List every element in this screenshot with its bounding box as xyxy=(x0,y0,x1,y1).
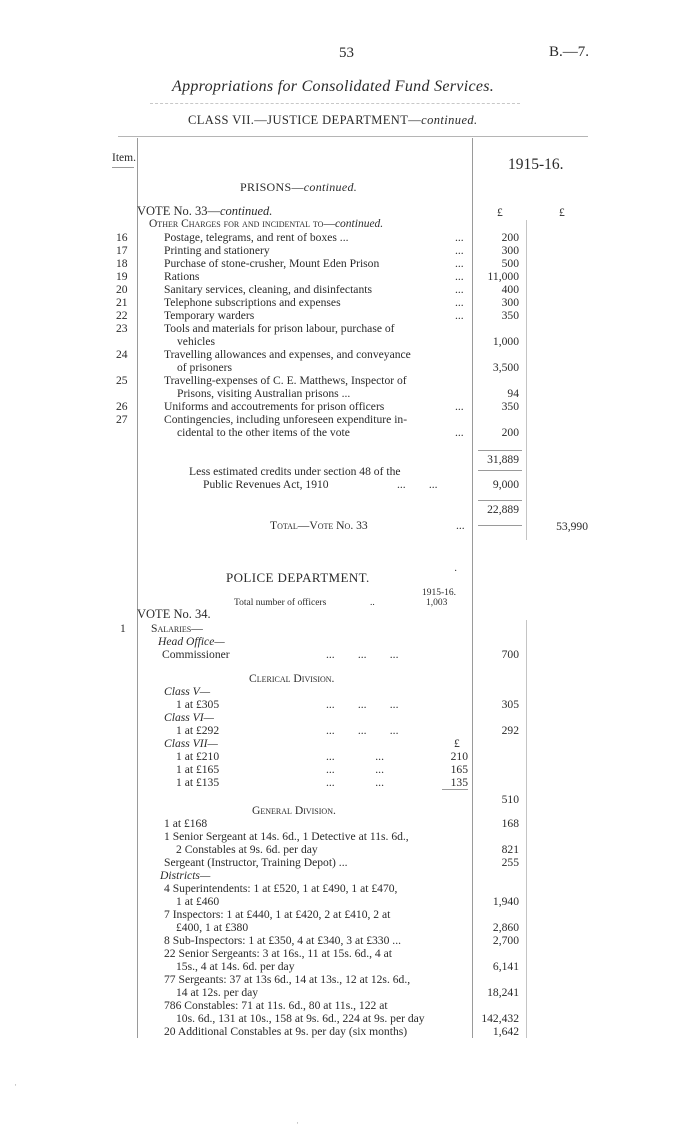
district-row-amount: 18,241 xyxy=(487,986,519,999)
officers-year: 1915-16. xyxy=(422,588,457,598)
prison-item-number: 23 xyxy=(116,322,128,335)
class-vi-dots: ... ... ... xyxy=(326,724,399,737)
vote-33-total-label: Total—Vote No. 33 xyxy=(270,519,368,532)
prison-item-amount: 400 xyxy=(501,283,519,296)
class-vi-line: 1 at £292 xyxy=(176,724,220,737)
class-vi-amount: 292 xyxy=(501,724,519,737)
class-vii-row-label: 1 at £135 xyxy=(176,776,220,789)
class-v-dots: ... ... ... xyxy=(326,698,399,711)
general-row-description: 1 at £168 xyxy=(164,817,208,830)
prison-item-description: Contingencies, including unforeseen expenditure in- xyxy=(164,413,408,426)
class-heading-continued: continued. xyxy=(421,113,478,127)
class-v-line: 1 at £305 xyxy=(176,698,220,711)
class-heading xyxy=(188,113,478,128)
prison-item-number: 22 xyxy=(116,309,128,322)
district-row-amount: 1,642 xyxy=(492,1025,519,1038)
prison-item-amount: 200 xyxy=(501,426,519,439)
officers-count: 1,003 xyxy=(426,598,448,608)
vote-34-heading: VOTE No. 34. xyxy=(137,607,211,621)
class-vii-row-dots: ... ... xyxy=(326,750,384,763)
general-row-amount: 168 xyxy=(501,817,519,830)
prison-item-dots: ... xyxy=(455,244,464,257)
class-vii-total: 510 xyxy=(501,793,519,806)
class-vii-row-amount: 210 xyxy=(450,750,468,763)
prison-item-number: 21 xyxy=(116,296,128,309)
less-credits-line-1: Less estimated credits under section 48 of the xyxy=(189,465,401,478)
prisons-net-amount: 22,889 xyxy=(487,503,519,516)
class-v-amount: 305 xyxy=(501,698,519,711)
page-title: Appropriations for Consolidated Fund Services. xyxy=(172,78,495,95)
prison-item-number: 18 xyxy=(116,257,128,270)
commissioner-amount: 700 xyxy=(501,648,519,661)
prison-item-description: Printing and stationery xyxy=(164,244,270,257)
prison-item-description: Telephone subscriptions and expenses xyxy=(164,296,341,309)
district-row-amount: 142,432 xyxy=(481,1012,519,1025)
districts-heading: Districts— xyxy=(160,869,211,882)
class-vii-row-label: 1 at £210 xyxy=(176,750,220,763)
item-number-1: 1 xyxy=(120,622,126,635)
prison-item-amount: 200 xyxy=(501,231,519,244)
prison-item-description: vehicles xyxy=(177,335,215,348)
district-row-description: 22 Senior Sergeants: 3 at 16s., 11 at 15s. 6d., 4 at xyxy=(164,947,392,960)
prison-item-description: Purchase of stone-crusher, Mount Eden Prison xyxy=(164,257,380,270)
prison-item-amount: 11,000 xyxy=(487,270,519,283)
less-credits-line-2: Public Revenues Act, 1910 xyxy=(203,478,329,491)
margin-mark: · xyxy=(14,1080,17,1090)
footer-mark: · xyxy=(296,1118,299,1128)
officers-dots: .. xyxy=(370,598,375,608)
prison-item-amount: 300 xyxy=(501,296,519,309)
class-vii-row-amount: 165 xyxy=(450,763,468,776)
prison-item-amount: 350 xyxy=(501,309,519,322)
district-row-description: 15s., 4 at 14s. 6d. per day xyxy=(176,960,295,973)
district-row-amount: 1,940 xyxy=(492,895,519,908)
class-vii-pound: £ xyxy=(454,737,460,750)
prison-item-number: 20 xyxy=(116,283,128,296)
vote-33-total-amount: 53,990 xyxy=(556,520,588,533)
prison-item-dots: ... xyxy=(455,296,464,309)
prisons-subtotal: 31,889 xyxy=(487,453,519,466)
police-heading: POLICE DEPARTMENT. xyxy=(226,570,370,585)
prison-item-dots: ... xyxy=(455,283,464,296)
prison-item-description: of prisoners xyxy=(177,361,233,374)
less-credits-amount: 9,000 xyxy=(492,478,519,491)
district-row-description: 7 Inspectors: 1 at £440, 1 at £420, 2 at £410, 2 at xyxy=(164,908,391,921)
district-row-description: 10s. 6d., 131 at 10s., 158 at 9s. 6d., 224 at 9s. per day xyxy=(176,1012,425,1025)
district-row-amount: 2,700 xyxy=(492,934,519,947)
prison-item-dots: ... xyxy=(455,270,464,283)
prison-item-dots: ... xyxy=(455,257,464,270)
document-reference: B.—7. xyxy=(549,44,590,60)
page-number: 53 xyxy=(339,45,354,61)
class-vi-label: Class VI— xyxy=(164,711,214,724)
prison-item-dots: ... xyxy=(455,426,464,439)
officers-label: Total number of officers xyxy=(234,598,327,608)
salaries-heading: Salaries— xyxy=(151,622,203,635)
prison-item-number: 25 xyxy=(116,374,128,387)
prison-item-dots: ... xyxy=(455,231,464,244)
prison-item-amount: 500 xyxy=(501,257,519,270)
prison-item-amount: 350 xyxy=(501,400,519,413)
prison-item-number: 26 xyxy=(116,400,128,413)
district-row-description: 77 Sergeants: 37 at 13s 6d., 14 at 13s., 12 at 12s. 6d., xyxy=(164,973,411,986)
commissioner-label: Commissioner xyxy=(162,648,230,661)
district-row-description: 4 Superintendents: 1 at £520, 1 at £490, 1 at £470, xyxy=(164,882,398,895)
district-row-amount: 2,860 xyxy=(492,921,519,934)
police-marker: · xyxy=(454,566,458,577)
pound-sign-2: £ xyxy=(559,206,565,219)
prison-item-description: Rations xyxy=(164,270,200,283)
prisons-heading: PRISONS—continued. xyxy=(240,180,358,194)
prison-item-number: 16 xyxy=(116,231,128,244)
other-charges-heading: Other Charges for and incidental to—continued. xyxy=(149,218,384,230)
prison-item-dots: ... xyxy=(455,400,464,413)
head-office-heading: Head Office— xyxy=(158,635,225,648)
prison-item-number: 17 xyxy=(116,244,128,257)
year-column-label: 1915-16. xyxy=(508,156,564,173)
prison-item-number: 27 xyxy=(116,413,128,426)
class-vii-row-amount: 135 xyxy=(450,776,468,789)
prison-item-description: Prisons, visiting Australian prisons ... xyxy=(177,387,351,400)
class-vii-label: Class VII— xyxy=(164,737,218,750)
commissioner-dots: ... ... ... xyxy=(326,648,399,661)
prison-item-description: Uniforms and accoutrements for prison officers xyxy=(164,400,385,413)
class-vii-row-dots: ... ... xyxy=(326,763,384,776)
district-row-description: 1 at £460 xyxy=(176,895,220,908)
clerical-division-heading: Clerical Division. xyxy=(249,672,335,685)
district-row-description: 786 Constables: 71 at 11s. 6d., 80 at 11s., 122 at xyxy=(164,999,388,1012)
general-division-heading: General Division. xyxy=(252,804,336,817)
class-vii-row-label: 1 at £165 xyxy=(176,763,220,776)
prison-item-number: 19 xyxy=(116,270,128,283)
prison-item-description: Tools and materials for prison labour, purchase of xyxy=(164,322,395,335)
district-row-description: 8 Sub-Inspectors: 1 at £350, 4 at £340, 3 at £330 ... xyxy=(164,934,401,947)
item-column-label: Item. xyxy=(112,152,136,164)
district-row-description: 20 Additional Constables at 9s. per day (six months) xyxy=(164,1025,408,1038)
prison-item-description: Travelling-expenses of C. E. Matthews, Inspector of xyxy=(164,374,407,387)
vote-33-heading: VOTE No. 33—continued. xyxy=(137,204,273,218)
prison-item-description: Temporary warders xyxy=(164,309,255,322)
general-row-amount: 821 xyxy=(501,843,519,856)
general-row-description: 1 Senior Sergeant at 14s. 6d., 1 Detective at 11s. 6d., xyxy=(164,830,409,843)
class-heading-main: CLASS VII.—JUSTICE DEPARTMENT— xyxy=(188,113,422,127)
vote-33-total-dots: ... xyxy=(456,519,465,532)
pound-sign-1: £ xyxy=(497,206,503,219)
prison-item-amount: 300 xyxy=(501,244,519,257)
general-row-description: Sergeant (Instructor, Training Depot) ... xyxy=(164,856,348,869)
class-vii-row-dots: ... ... xyxy=(326,776,384,789)
prison-item-amount: 1,000 xyxy=(492,335,519,348)
prison-item-description: Sanitary services, cleaning, and disinfectants xyxy=(164,283,372,296)
general-row-amount: 255 xyxy=(501,856,519,869)
prison-item-dots: ... xyxy=(455,309,464,322)
class-v-label: Class V— xyxy=(164,685,211,698)
prison-item-description: Travelling allowances and expenses, and conveyance xyxy=(164,348,411,361)
prison-item-amount: 3,500 xyxy=(492,361,519,374)
prison-item-description: Postage, telegrams, and rent of boxes ... xyxy=(164,231,349,244)
prison-item-number: 24 xyxy=(116,348,128,361)
district-row-description: £400, 1 at £380 xyxy=(176,921,249,934)
district-row-amount: 6,141 xyxy=(492,960,519,973)
prison-item-amount: 94 xyxy=(507,387,519,400)
less-credits-dots: ... ... xyxy=(397,478,438,491)
district-row-description: 14 at 12s. per day xyxy=(176,986,259,999)
prison-item-description: cidental to the other items of the vote xyxy=(177,426,350,439)
general-row-description: 2 Constables at 9s. 6d. per day xyxy=(176,843,318,856)
